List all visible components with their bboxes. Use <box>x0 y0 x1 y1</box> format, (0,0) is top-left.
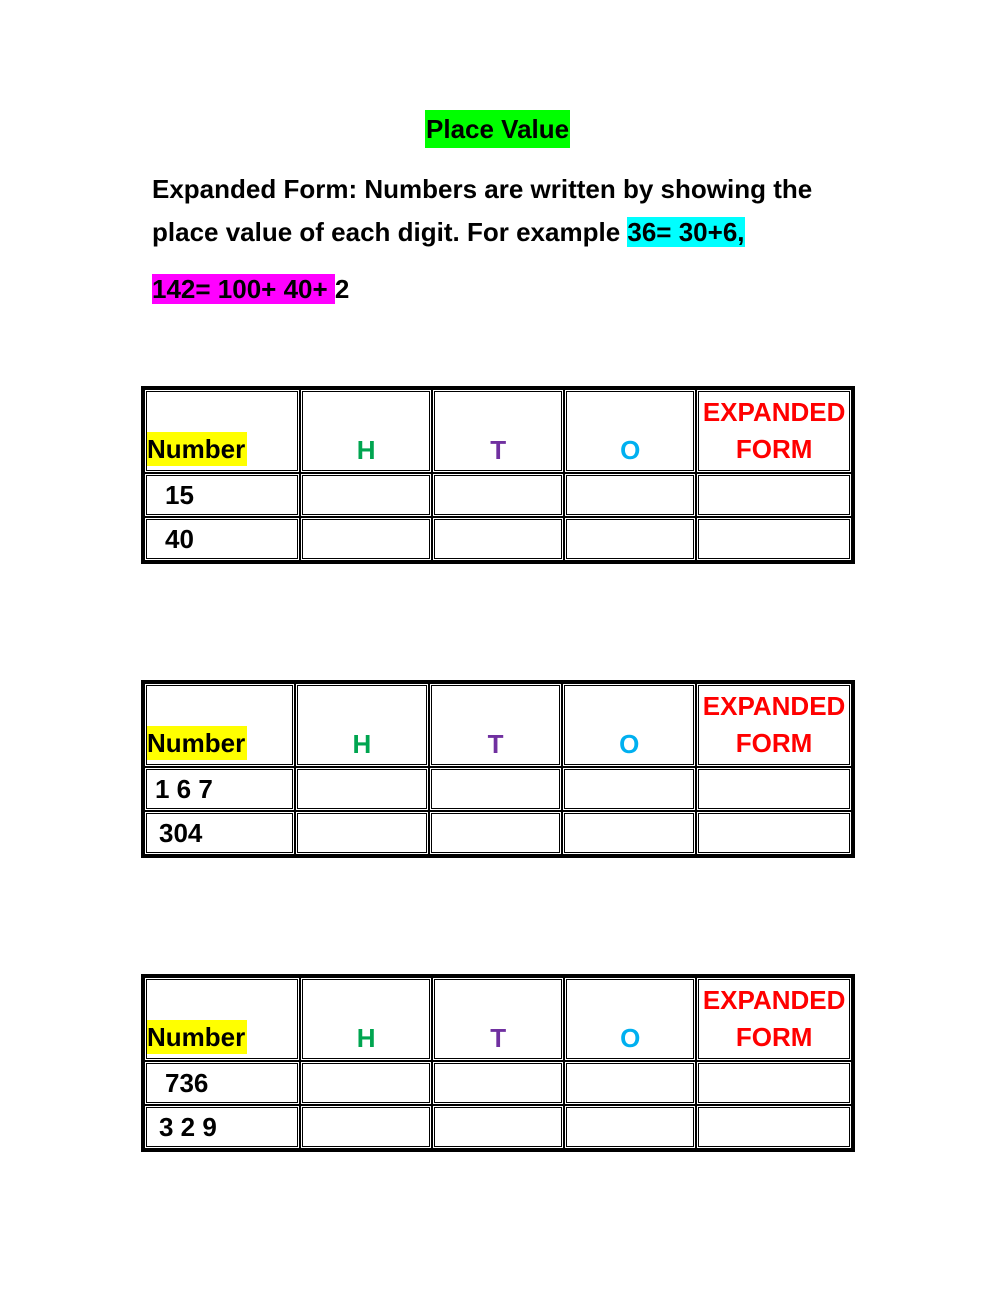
header-hundreds: H <box>295 683 429 767</box>
ones-input-cell[interactable] <box>562 811 696 855</box>
number-cell: 736 <box>144 1061 300 1105</box>
expanded-form-input-cell[interactable] <box>696 1105 852 1149</box>
header-number: Number <box>144 389 300 473</box>
hundreds-input-cell[interactable] <box>300 517 432 561</box>
header-ones: O <box>564 977 696 1061</box>
hundreds-input-cell[interactable] <box>295 767 429 811</box>
header-tens: T <box>432 389 564 473</box>
place-value-table-3 <box>141 974 855 1152</box>
hundreds-input-cell[interactable] <box>300 1105 432 1149</box>
example-36: 36= 30+6, <box>627 217 745 247</box>
expanded-form-input-cell[interactable] <box>696 811 852 855</box>
ones-input-cell[interactable] <box>564 1105 696 1149</box>
tens-input-cell[interactable] <box>429 767 563 811</box>
ones-input-cell[interactable] <box>562 767 696 811</box>
ones-input-cell[interactable] <box>564 473 696 517</box>
number-cell: 15 <box>144 473 300 517</box>
tens-input-cell[interactable] <box>432 1105 564 1149</box>
ones-input-cell[interactable] <box>564 517 696 561</box>
expanded-form-input-cell[interactable] <box>696 517 852 561</box>
header-expanded-form: EXPANDED FORM <box>696 977 852 1061</box>
intro-example-line <box>152 270 349 308</box>
number-cell: 1 6 7 <box>144 767 295 811</box>
header-hundreds: H <box>300 389 432 473</box>
page-title: Place Value <box>425 110 570 148</box>
tens-input-cell[interactable] <box>432 517 564 561</box>
ones-input-cell[interactable] <box>564 1061 696 1105</box>
header-tens: T <box>429 683 563 767</box>
example-142: 142= 100+ 40+ <box>152 274 335 304</box>
header-tens: T <box>432 977 564 1061</box>
tens-input-cell[interactable] <box>432 1061 564 1105</box>
header-number: Number <box>144 977 300 1061</box>
header-hundreds: H <box>300 977 432 1061</box>
header-number: Number <box>144 683 295 767</box>
number-cell: 40 <box>144 517 300 561</box>
hundreds-input-cell[interactable] <box>295 811 429 855</box>
tens-input-cell[interactable] <box>432 473 564 517</box>
header-expanded-form: EXPANDED FORM <box>696 683 852 767</box>
hundreds-input-cell[interactable] <box>300 1061 432 1105</box>
place-value-table-1 <box>141 386 855 564</box>
intro-paragraph <box>152 168 872 254</box>
number-cell: 304 <box>144 811 295 855</box>
place-value-table-2 <box>141 680 855 858</box>
expanded-form-input-cell[interactable] <box>696 767 852 811</box>
example-142-tail: 2 <box>334 274 350 304</box>
hundreds-input-cell[interactable] <box>300 473 432 517</box>
header-expanded-form: EXPANDED FORM <box>696 389 852 473</box>
number-cell: 3 2 9 <box>144 1105 300 1149</box>
header-ones: O <box>564 389 696 473</box>
intro-text: Expanded Form: Numbers are written by showing the place value of each digit. For example <box>152 174 813 247</box>
expanded-form-input-cell[interactable] <box>696 473 852 517</box>
header-ones: O <box>562 683 696 767</box>
tens-input-cell[interactable] <box>429 811 563 855</box>
expanded-form-input-cell[interactable] <box>696 1061 852 1105</box>
